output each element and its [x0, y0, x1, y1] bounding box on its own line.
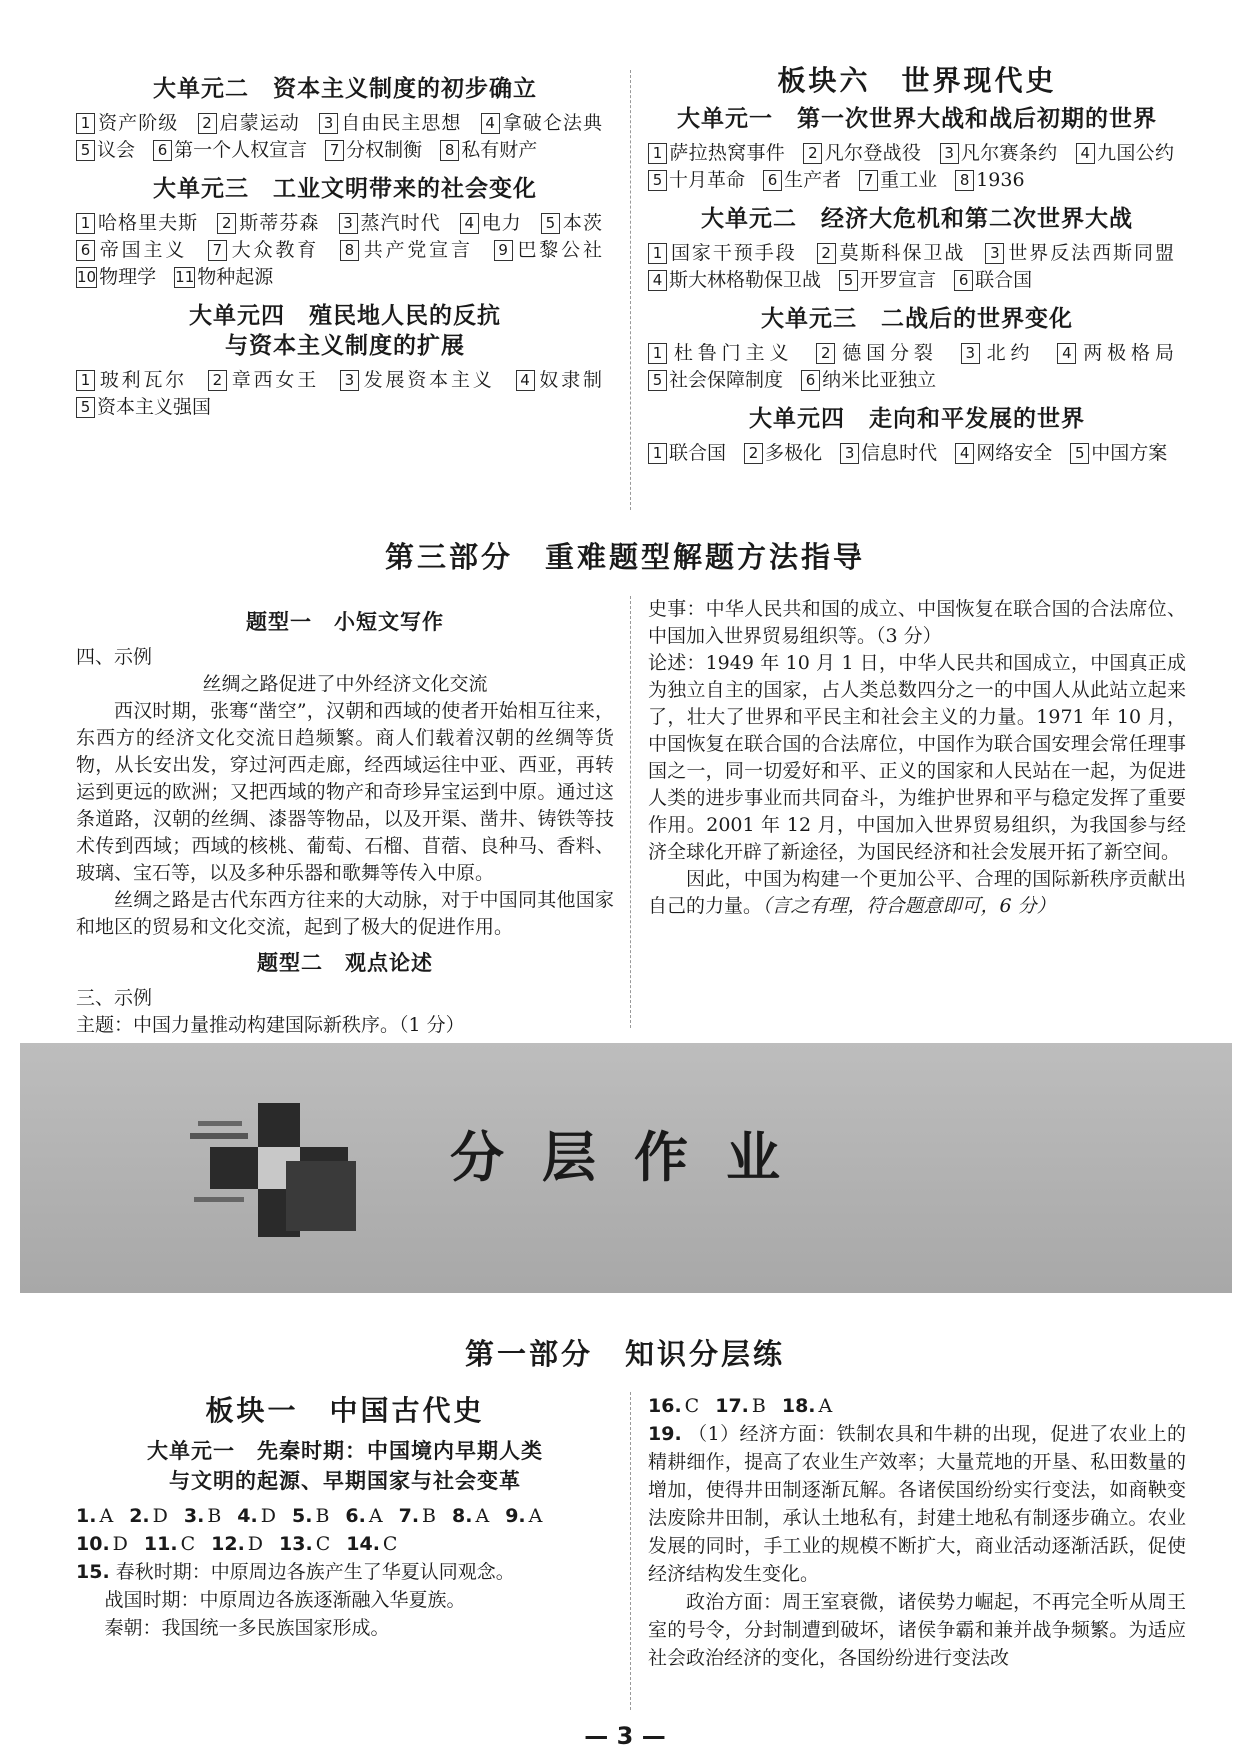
essay-title: 丝绸之路促进了中外经济文化交流	[202, 673, 488, 695]
term-item	[217, 212, 319, 234]
term-number-box: 10	[77, 268, 97, 286]
block-title: 板块一 中国古代史	[205, 1394, 485, 1427]
term-number-box: 3	[339, 213, 358, 234]
term-number-box: 5	[76, 140, 95, 161]
term-item	[859, 169, 937, 191]
term-text: 联合国	[669, 442, 727, 464]
term-text: 生产者	[784, 169, 842, 191]
question-number: 4.	[237, 1505, 258, 1527]
banner-title: 分层作业	[450, 1126, 818, 1189]
term-text: 萨拉热窝事件	[669, 142, 786, 164]
answer-letter: A	[368, 1505, 383, 1527]
term-number-box: 6	[763, 170, 782, 191]
term-item	[76, 212, 198, 234]
part1-title: 第一部分 知识分层练	[464, 1337, 785, 1371]
question-number: 19.	[648, 1423, 682, 1445]
answer-item	[345, 1505, 382, 1527]
type1-label: 四、示例	[76, 646, 153, 668]
answer-letter: A	[99, 1505, 114, 1527]
term-item	[763, 169, 841, 191]
answer-item	[129, 1505, 168, 1527]
term-text: 自由民主思想	[340, 112, 462, 134]
question-number: 2.	[129, 1505, 150, 1527]
term-number-box: 5	[648, 170, 667, 191]
unit-title-line2: 与文明的起源、早期国家与社会变革	[169, 1469, 521, 1493]
term-text: 重工业	[880, 169, 938, 191]
term-item	[839, 269, 936, 291]
term-text: 奴隶制	[536, 369, 602, 391]
cross-logo-icon	[190, 1095, 370, 1245]
term-number-box: 2	[744, 443, 763, 464]
term-text: 九国公约	[1096, 142, 1174, 164]
answer-item	[76, 1505, 113, 1527]
answer-item	[237, 1505, 276, 1527]
term-item	[801, 369, 936, 391]
answer-item	[292, 1505, 329, 1527]
unit-title: 大单元二 资本主义制度的初步确立	[153, 76, 537, 102]
term-item	[541, 212, 602, 234]
term-number-box: 4	[481, 113, 500, 134]
term-item	[339, 212, 441, 234]
term-list	[76, 110, 614, 164]
question-number: 16.	[648, 1395, 682, 1417]
term-text: 德国分裂	[837, 342, 938, 364]
conclusion-note: （言之有理，符合题意即可，6 分）	[762, 895, 1056, 917]
theme-line: 主题：中国力量推动构建国际新秩序。（1 分）	[76, 1014, 465, 1036]
question-number: 12.	[211, 1533, 245, 1555]
term-item	[340, 369, 495, 391]
term-item	[1057, 342, 1174, 364]
q15-line-1: 春秋时期：中原周边各族产生了华夏认同观念。	[115, 1561, 515, 1583]
term-number-box: 5	[541, 213, 560, 234]
term-item	[648, 169, 745, 191]
question-number: 3.	[183, 1505, 205, 1527]
term-text: 拿破仑法典	[501, 112, 603, 134]
term-item	[198, 112, 300, 134]
term-item	[76, 266, 156, 288]
term-text: 议会	[97, 139, 136, 161]
top-right-column	[648, 62, 1186, 477]
term-number-box: 5	[648, 370, 667, 391]
term-list	[76, 210, 614, 291]
answer-letter: D	[112, 1533, 128, 1555]
term-number-box: 6	[76, 240, 95, 261]
term-text: 物理学	[99, 266, 157, 288]
type2-title: 题型二 观点论述	[257, 951, 433, 975]
answer-row	[76, 1502, 614, 1530]
term-number-box: 2	[217, 213, 236, 234]
answer-item	[715, 1395, 766, 1417]
question-number: 14.	[346, 1533, 380, 1555]
term-item	[76, 396, 211, 418]
term-text: 开罗宣言	[860, 269, 937, 291]
answer-letter: C	[315, 1533, 331, 1555]
term-number-box: 5	[76, 397, 95, 418]
column-divider	[630, 70, 631, 510]
term-text: 发展资本主义	[360, 369, 495, 391]
term-item	[1070, 442, 1167, 464]
q15-answer	[76, 1558, 614, 1586]
unit-title: 大单元三 二战后的世界变化	[761, 306, 1073, 332]
term-number-box: 6	[801, 370, 820, 391]
term-item	[648, 142, 785, 164]
page-number: — 3 —	[584, 1722, 666, 1750]
answer-item	[505, 1505, 542, 1527]
term-item	[340, 239, 473, 261]
term-number-box: 4	[1057, 343, 1076, 364]
term-item	[817, 242, 966, 264]
term-text: 章西女王	[228, 369, 320, 391]
term-text: 北约	[981, 342, 1035, 364]
answer-row	[648, 1392, 1186, 1420]
term-text: 启蒙运动	[218, 112, 300, 134]
term-text: 物种起源	[197, 266, 274, 288]
question-number: 18.	[781, 1395, 816, 1417]
question-number: 9.	[505, 1505, 526, 1527]
question-number: 8.	[452, 1505, 473, 1527]
term-item	[940, 142, 1058, 164]
type2-label: 三、示例	[76, 987, 153, 1009]
term-item	[961, 342, 1035, 364]
answer-item	[184, 1505, 221, 1527]
unit-title-line2: 与资本主义制度的扩展	[225, 333, 465, 359]
term-number-box: 4	[648, 270, 667, 291]
question-number: 10.	[76, 1533, 110, 1555]
term-number-box: 1	[648, 343, 667, 364]
term-text: 斯大林格勒保卫战	[669, 269, 822, 291]
question-number: 15.	[76, 1561, 110, 1583]
column-divider	[630, 596, 631, 1028]
term-number-box: 7	[325, 140, 344, 161]
answer-item	[399, 1505, 436, 1527]
question-number: 1.	[76, 1505, 97, 1527]
answer-item	[211, 1533, 263, 1555]
term-item	[955, 169, 1024, 191]
answer-item	[279, 1533, 330, 1555]
term-text: 十月革命	[669, 169, 746, 191]
term-item	[174, 266, 273, 288]
term-text: 凡尔登战役	[824, 142, 922, 164]
answer-letter: C	[684, 1395, 700, 1417]
term-text: 巴黎公社	[514, 239, 602, 261]
term-number-box: 2	[816, 343, 835, 364]
q15-line-2: 战国时期：中原周边各族逐渐融入华夏族。	[104, 1589, 466, 1611]
answer-letter: B	[315, 1505, 330, 1527]
top-left-column	[76, 70, 614, 431]
question-number: 17.	[715, 1395, 749, 1417]
conclusion-text: 因此，中国为构建一个更加公平、合理的国际新秩序贡献出自己的力量。	[648, 868, 1186, 917]
term-text: 第一个人权宣言	[174, 139, 308, 161]
column-divider	[630, 1392, 631, 1710]
answer-row	[76, 1530, 614, 1558]
term-item	[516, 369, 602, 391]
answer-item	[144, 1533, 195, 1555]
term-list	[648, 440, 1186, 467]
answer-letter: A	[818, 1395, 833, 1417]
unit-title: 大单元四 走向和平发展的世界	[749, 406, 1085, 432]
part1-right-column	[648, 1392, 1186, 1672]
term-text: 社会保障制度	[669, 369, 784, 391]
part1-left-column	[76, 1392, 614, 1642]
term-number-box: 1	[648, 143, 667, 164]
term-number-box: 1	[648, 443, 667, 464]
unit-title: 大单元三 工业文明带来的社会变化	[153, 176, 537, 202]
term-text: 共产党宣言	[360, 239, 473, 261]
term-number-box: 3	[340, 370, 359, 391]
term-text: 两极格局	[1078, 342, 1174, 364]
term-number-box: 8	[955, 170, 974, 191]
question-number: 11.	[143, 1533, 178, 1555]
essay-paragraph-2: 丝绸之路是古代东西方往来的大动脉，对于中国同其他国家和地区的贸易和文化交流，起到了极大的促进作用。	[76, 889, 614, 938]
term-number-box: 3	[940, 143, 959, 164]
term-item	[648, 442, 726, 464]
term-number-box: 1	[76, 113, 95, 134]
term-number-box: 5	[1070, 443, 1089, 464]
term-text: 电力	[480, 212, 522, 234]
term-text: 网络安全	[976, 442, 1053, 464]
term-number-box: 11	[175, 268, 195, 286]
term-text: 莫斯科保卫战	[837, 242, 966, 264]
part3-title: 第三部分 重难题型解题方法指导	[384, 540, 865, 574]
essay-paragraph-1: 西汉时期，张骞“凿空”，汉朝和西域的使者开始相互往来，东西方的经济文化交流日趋频繁。商人们载着汉朝的丝绸等货物，从长安出发，穿过河西走廊，经西域运往中亚、西亚，再转运到更远的欧洲；又把西域的物产和奇珍异宝运到中原。通过这条道路，汉朝的丝绸、漆器等物品，以及开渠、凿井、铸铁等技术传到西域；西域的核桃、葡萄、石榴、苜蓿、良种马、香料、玻璃、宝石等，以及多种乐器和歌舞等传入中原。	[76, 700, 614, 884]
term-number-box: 1	[76, 370, 95, 391]
term-text: 中国方案	[1091, 442, 1168, 464]
term-item	[1076, 142, 1174, 164]
term-text: 资本主义强国	[97, 396, 212, 418]
q19-answer	[648, 1420, 1186, 1588]
term-item	[954, 269, 1032, 291]
term-number-box: 6	[954, 270, 973, 291]
question-number: 6.	[345, 1505, 366, 1527]
answer-item	[782, 1395, 832, 1417]
q19-paragraph-2: 政治方面：周王室衰微，诸侯势力崛起，不再完全听从周王室的号令，分封制遭到破坏，诸侯争霸和兼并战争频繁。为适应社会政治经济的变化，各国纷纷进行变法改	[648, 1591, 1186, 1669]
term-list	[648, 140, 1186, 194]
term-item	[481, 112, 602, 134]
answer-letter: A	[528, 1505, 543, 1527]
term-number-box: 6	[153, 140, 172, 161]
question-number: 7.	[398, 1505, 420, 1527]
unit-title: 大单元一 先秦时期：中国境内早期人类	[147, 1439, 543, 1463]
term-item	[76, 112, 178, 134]
term-list	[648, 340, 1186, 394]
question-number: 13.	[279, 1533, 313, 1555]
term-text: 玻利瓦尔	[97, 369, 188, 391]
term-number-box: 2	[803, 143, 822, 164]
term-number-box: 3	[840, 443, 859, 464]
answer-letter: B	[207, 1505, 222, 1527]
term-number-box: 4	[460, 213, 479, 234]
term-item	[325, 139, 422, 161]
term-item	[648, 369, 783, 391]
term-text: 世界反法西斯同盟	[1006, 242, 1174, 264]
term-item	[803, 142, 921, 164]
answer-letter: D	[247, 1533, 264, 1555]
term-number-box: 4	[955, 443, 974, 464]
type1-title: 题型一 小短文写作	[246, 610, 444, 634]
answer-letter: D	[152, 1505, 168, 1527]
term-item	[816, 342, 937, 364]
term-text: 蒸汽时代	[359, 212, 441, 234]
facts-line: 史事：中华人民共和国的成立、中国恢复在联合国的合法席位、中国加入世界贸易组织等。（3 分）	[648, 598, 1186, 647]
term-text: 斯蒂芬森	[238, 212, 320, 234]
term-item	[840, 442, 937, 464]
term-item	[76, 239, 187, 261]
term-number-box: 1	[648, 243, 667, 264]
term-number-box: 2	[817, 243, 836, 264]
term-text: 本茨	[561, 212, 602, 234]
term-text: 联合国	[975, 269, 1033, 291]
term-number-box: 2	[208, 370, 227, 391]
term-number-box: 1	[76, 213, 95, 234]
term-text: 私有财产	[461, 139, 538, 161]
answer-item	[452, 1505, 489, 1527]
term-item	[985, 242, 1174, 264]
term-item	[648, 342, 793, 364]
term-text: 纳米比亚独立	[822, 369, 937, 391]
term-text: 帝国主义	[97, 239, 188, 261]
answer-item	[648, 1395, 699, 1417]
term-item	[76, 139, 135, 161]
term-item	[153, 139, 307, 161]
term-number-box: 7	[859, 170, 878, 191]
term-text: 凡尔赛条约	[960, 142, 1058, 164]
argument-paragraph: 论述：1949 年 10 月 1 日，中华人民共和国成立，中国真正成为独立自主的国家，占人类总数四分之一的中国人从此站立起来了，壮大了世界和平民主和社会主义的力量。1971 年 10 月，中国恢复在联合国的合法席位，中国作为联合国安理会常任理事国之一，同一切爱好和平、正义的国家和人民站在一起，为促进人类的进步事业而共同奋斗，为维护世界和平与稳定发挥了重要作用。2001 年 12 月，中国加入世界贸易组织，为我国参与经济全球化开辟了新途径，为国民经济和社会发展开拓了新空间。	[648, 652, 1186, 863]
question-number: 5.	[291, 1505, 313, 1527]
answer-letter: C	[382, 1533, 398, 1555]
term-number-box: 8	[340, 240, 359, 261]
term-number-box: 7	[208, 240, 227, 261]
answer-letter: B	[751, 1395, 766, 1417]
answer-letter: C	[180, 1533, 196, 1555]
layered-homework-banner	[20, 1043, 1232, 1293]
answer-item	[346, 1533, 397, 1555]
term-text: 信息时代	[861, 442, 938, 464]
term-number-box: 5	[839, 270, 858, 291]
term-text: 杜鲁门主义	[669, 342, 794, 364]
term-number-box: 4	[516, 370, 535, 391]
term-number-box: 3	[961, 343, 980, 364]
answer-letter: B	[422, 1505, 437, 1527]
term-text: 1936	[976, 169, 1025, 191]
q15-line-3: 秦朝：我国统一多民族国家形成。	[104, 1617, 390, 1639]
conclusion-paragraph	[648, 866, 1186, 920]
term-item	[440, 139, 537, 161]
term-item	[955, 442, 1052, 464]
term-number-box: 2	[198, 113, 217, 134]
term-text: 分权制衡	[346, 139, 423, 161]
unit-title: 大单元二 经济大危机和第二次世界大战	[701, 206, 1133, 232]
part3-left-column	[76, 600, 614, 1039]
term-number-box: 3	[319, 113, 338, 134]
answer-item	[76, 1533, 128, 1555]
term-item	[460, 212, 522, 234]
term-item	[494, 239, 602, 261]
term-number-box: 8	[440, 140, 459, 161]
unit-title: 大单元四 殖民地人民的反抗	[189, 303, 501, 329]
term-number-box: 4	[1076, 143, 1095, 164]
term-item	[648, 269, 821, 291]
block-title: 板块六 世界现代史	[777, 64, 1057, 97]
term-item	[319, 112, 462, 134]
term-text: 多极化	[765, 442, 823, 464]
term-item	[648, 242, 797, 264]
term-text: 大众教育	[228, 239, 320, 261]
answer-letter: A	[475, 1505, 490, 1527]
term-list	[76, 367, 614, 421]
term-number-box: 9	[494, 240, 513, 261]
unit-title: 大单元一 第一次世界大战和战后初期的世界	[677, 106, 1157, 132]
answer-letter: D	[260, 1505, 276, 1527]
q19-paragraph-1: （1）经济方面：铁制农具和牛耕的出现，促进了农业上的精耕细作，提高了农业生产效率；大量荒地的开垦、私田数量的增加，使得井田制逐渐瓦解。各诸侯国纷纷实行变法，如商鞅变法废除井田制，承认土地私有，封建土地私有制逐步确立。农业发展的同时，手工业的规模不断扩大，商业活动逐渐活跃，促使经济结构发生变化。	[648, 1423, 1187, 1585]
term-item	[208, 369, 319, 391]
term-number-box: 3	[985, 243, 1004, 264]
term-text: 哈格里夫斯	[97, 212, 199, 234]
term-text: 国家干预手段	[669, 242, 797, 264]
term-list	[648, 240, 1186, 294]
term-item	[744, 442, 822, 464]
term-item	[208, 239, 319, 261]
term-item	[76, 369, 187, 391]
part3-right-column	[648, 596, 1186, 920]
term-text: 资产阶级	[97, 112, 179, 134]
